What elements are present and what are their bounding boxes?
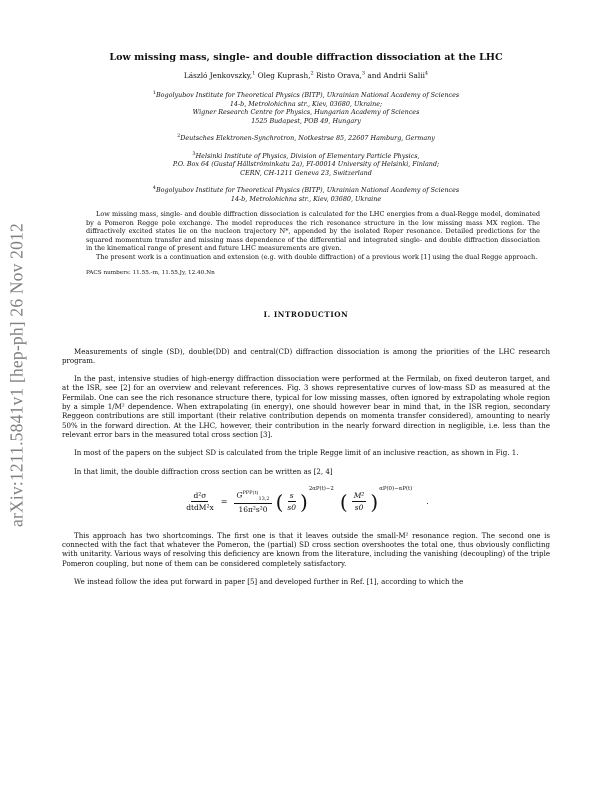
abstract — [86, 210, 540, 262]
abstract-paragraph: Low missing mass, single- and double diffraction dissociation is calculated for the LHC energies from a dual-Regge model, dominated by a Pomeron Regge pole exchange. The model reproduces the rich resonance structure in the low missing mass MX region. The diffractively excited states lie on the nucleon trajectory N*, appended by the isolated Roper resonance. Detailed predictions for the squared momentum transfer and missing mass dependence of the differential and integrated single- and double diffraction dissociation in the kinematical range of present and future LHC measurements are given. — [86, 209, 540, 253]
eq-exponent-1: 2αP(t)−2 — [308, 485, 334, 492]
paper-title: Low missing mass, single- and double diffraction dissociation at the LHC — [109, 52, 503, 63]
eq-s-ratio: $\frac{s}{s0}$ — [287, 491, 297, 513]
pacs-numbers: PACS numbers: 11.55.-m, 11.55.Jy, 12.40.Nn — [86, 269, 215, 276]
eq-exponent-2: αP(0)−αP(t) — [379, 485, 413, 492]
paragraph: In the past, intensive studies of high-energy diffraction dissociation were performed at the Fermilab, on fixed deuteron target, and at the ISR, see [2] for an overview and relevant references. Fig. 3 shows representative curves of low-mass SD as measured at the Fermilab. One can see the rich resonance structure there, typical for low missing masses, often ignored by extrapolating whole region by a simple 1/M² dependence. When extrapolating (in energy), one should however bear in mind that, in the ISR region, secondary Reggeon contributions are still important (their relative contribution depends on momenta transfer considered), amounting to nearly 50% in the forward direction. At the LHC, however, their contribution in the nearly forward direction in negligible, i.e. less than the relevant error bars in the measured total cross section [3]. — [62, 374, 550, 439]
equation: $\frac{\text{d²σ}}{\text{dtdM²x}}$ = $\frac{G^{PPP(t)}_{13,2}}{\text{16π²s²0}}$ ( $\frac{s}{s0}$ ) 2αP(t)−2 ( $\frac{\text{M²}}{s0}$ ) αP(0)−αP(t) . — [186, 485, 429, 514]
eq-coupling: $\frac{G^{PPP(t)}_{13,2}}{\text{16π²s²0}}$ — [236, 489, 270, 514]
eq-lhs: $\frac{\text{d²σ}}{\text{dtdM²x}}$ — [186, 491, 214, 513]
arxiv-stamp-text: arXiv:1211.5841v1 [hep-ph] 26 Nov 2012 — [6, 223, 27, 527]
affiliation-4: $^4$Bogolyubov Institute for Theoretical Physics (BITP), Ukrainian National Academy of Sciences 14-b, Metrolohichna str., Kiev, 03680, Ukraine — [152, 185, 460, 203]
author: László Jenkovszky,$^1$ — [183, 71, 256, 81]
author: and Andrii Salii$^4$ — [367, 71, 429, 81]
paragraph: In most of the papers on the subject SD is calculated from the triple Regge limit of an inclusive reaction, as shown in Fig. 1. — [74, 448, 519, 458]
arxiv-stamp — [6, 200, 28, 550]
author: Oleg Kuprash,$^2$ — [257, 71, 314, 81]
paragraph: We instead follow the idea put forward in paper [5] and developed further in Ref. [1], according to which the — [74, 577, 464, 586]
paragraph: Measurements of single (SD), double(DD) and central(CD) diffraction dissociation is among the priorities of the LHC research program. — [62, 346, 550, 365]
body-text — [62, 347, 550, 587]
paper-page — [62, 42, 550, 595]
affiliation-3: $^3$Helsinki Institute of Physics, Division of Elementary Particle Physics, P.O. Box 64 (Gustaf Hällströminkatu 2a), FI-00014 University of Helsinki, Finland; CERN, CH-1211 Geneva 23, Switzerland — [172, 150, 440, 177]
paragraph: In that limit, the double diffraction cross section can be written as [2, 4] — [74, 466, 333, 476]
affiliation-2: $^2$Deutsches Elektronen-Synchrotron, Notkestrse 85, 22607 Hamburg, Germany — [177, 133, 435, 143]
author-list — [62, 71, 550, 80]
eq-m-ratio: $\frac{\text{M²}}{s0}$ — [353, 491, 365, 513]
abstract-paragraph: The present work is a continuation and extension (e.g. with double diffraction) of a previous work [1] using the dual Regge approach. — [96, 252, 538, 261]
affiliation-1: $^1$Bogolyubov Institute for Theoretical Physics (BITP), Ukrainian National Academy of Sciences 14-b, Metrolohichna str., Kiev, 03680, Ukraine; Wigner Research Centre for Physics, Hungarian Academy of Sciences 1525 Budapest, POB 49, Hungary — [152, 90, 460, 125]
author: Risto Orava,$^3$ — [316, 71, 366, 81]
section-heading: I. INTRODUCTION — [263, 309, 349, 319]
paragraph: This approach has two shortcomings. The first one is that it leaves outside the small-M² resonance region. The second one is connected with the fact that whatever the Pomeron, the (partial) SD cross section overshootes the total one, thus obviously conflicting with unitarity. Various ways of resolving this deficiency are known from the literature, including the vanishing (decoupling) of the triple Pomeron coupling, but none of them can be considered completely satisfactory. — [62, 530, 550, 568]
